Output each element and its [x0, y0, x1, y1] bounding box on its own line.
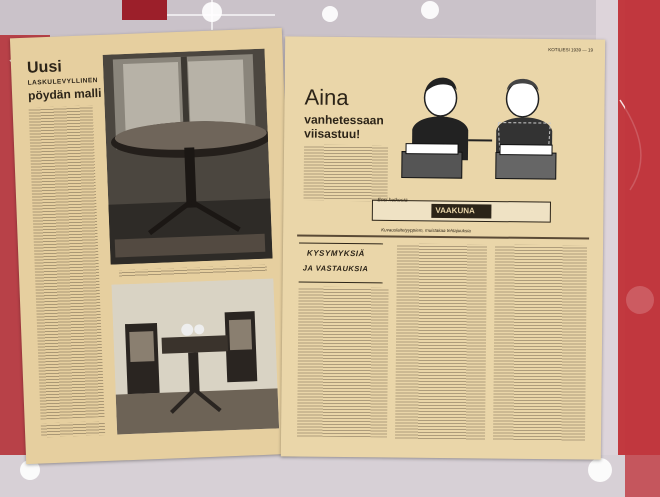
right-magazine-page: [281, 36, 605, 459]
page-header: KOTILIESI 1939 — 19: [548, 47, 594, 53]
qa-title-line-1: KYSYMYKSIÄ: [306, 248, 365, 259]
photo-caption: [119, 265, 267, 278]
table-photo-top: [103, 49, 273, 265]
section-divider: [297, 234, 589, 239]
left-magazine-page: [10, 28, 298, 464]
ad-body-text: [303, 145, 388, 202]
qa-column-3: [493, 245, 587, 442]
brand-script: Ensi hetkestä: [377, 197, 408, 204]
ad-headline-3: viisastuu!: [304, 126, 361, 142]
qa-column-1: [297, 286, 389, 437]
typists-illustration: [392, 59, 569, 201]
headline-kicker: LASKULEVYLLINEN: [27, 77, 99, 87]
article-text-column: [29, 105, 105, 419]
table-photo-bottom: [111, 278, 279, 434]
brand-tagline: Kuvauslaitetyyppiem, muistakaa tehtajuuksia: [381, 227, 471, 234]
qa-title-line-2: JA VASTAUKSIA: [302, 263, 369, 274]
article-footer-lines: [41, 421, 105, 437]
brand-name: VAAKUNA: [435, 205, 475, 216]
headline-main: pöydän malli: [27, 85, 102, 103]
ad-headline-aina: Aina: [304, 84, 349, 111]
ad-headline-2: vanhetessaan: [304, 112, 384, 128]
qa-section-title-box: [299, 242, 383, 283]
headline-uusi: Uusi: [26, 58, 63, 77]
qa-column-2: [395, 244, 487, 441]
